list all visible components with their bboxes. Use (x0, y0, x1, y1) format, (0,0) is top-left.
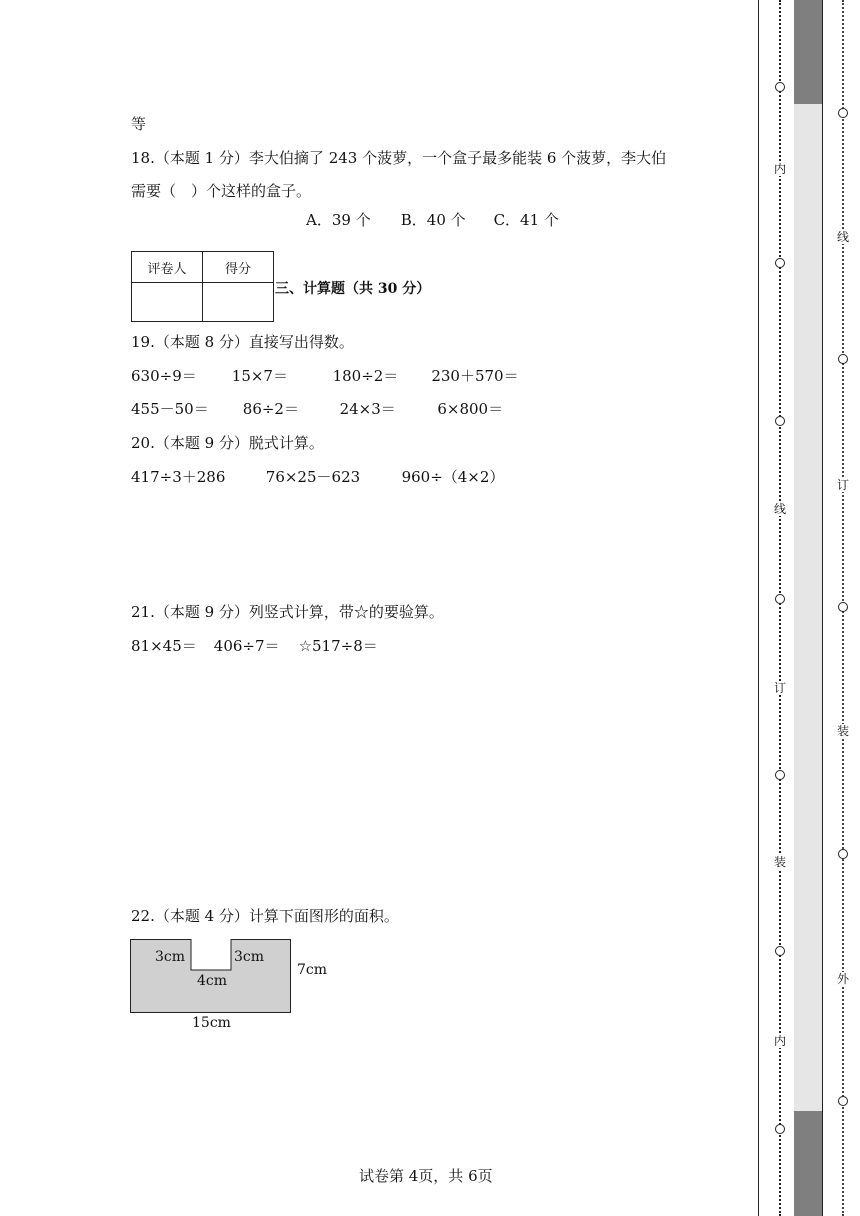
figure-label-height: 7cm (297, 962, 328, 978)
q20-item: 417÷3＋286 (131, 468, 226, 486)
binding-strip-light (794, 104, 822, 1111)
q20-item: 76×25－623 (265, 468, 361, 486)
q18-option-a: A．39 个 (306, 211, 371, 229)
binding-circle-icon (838, 354, 848, 364)
score-table-score-cell (203, 283, 274, 322)
score-table (131, 251, 274, 322)
figure-label-right-top: 3cm (234, 949, 265, 965)
score-table-score-header: 得分 (203, 252, 274, 283)
binding-char-outer: 外 (836, 972, 849, 986)
q18-options (306, 209, 559, 230)
binding-char-inner: 线 (773, 502, 786, 516)
binding-circle-icon (775, 946, 785, 956)
binding-circle-icon (775, 258, 785, 268)
q19-item: 24×3＝ (339, 400, 396, 418)
binding-circle-icon (775, 416, 785, 426)
binding-circle-icon (775, 770, 785, 780)
q19-row1 (131, 365, 519, 386)
q20-items (131, 466, 504, 487)
figure-label-left-top: 3cm (155, 949, 186, 965)
score-table-grader-cell (132, 283, 203, 322)
q19-item: 180÷2＝ (332, 367, 399, 385)
q19-item: 230＋570＝ (431, 367, 519, 385)
binding-circle-icon (838, 602, 848, 612)
binding-circle-icon (838, 1096, 848, 1106)
binding-char-inner: 内 (773, 1034, 786, 1048)
binding-circle-icon (838, 108, 848, 118)
q21-item: ☆517÷8＝ (298, 637, 378, 655)
binding-circle-icon (775, 1124, 785, 1134)
binding-char-outer: 装 (836, 724, 849, 738)
q18-line2: 需要（ ）个这样的盒子。 (131, 182, 312, 200)
binding-char-outer: 订 (836, 478, 849, 492)
q22-title: 22.（本题 4 分）计算下面图形的面积。 (131, 907, 399, 925)
q19-item: 15×7＝ (231, 367, 288, 385)
binding-char-inner: 内 (773, 162, 786, 176)
q19-item: 455－50＝ (131, 400, 209, 418)
binding-circle-icon (775, 82, 785, 92)
q18-line1: 18.（本题 1 分）李大伯摘了 243 个菠萝，一个盒子最多能装 6 个菠萝，李大伯 (131, 149, 667, 167)
section-title: 三、计算题（共 30 分） (275, 281, 431, 297)
q21-item: 406÷7＝ (213, 637, 280, 655)
q19-item: 6×800＝ (437, 400, 504, 418)
binding-char-inner: 装 (773, 855, 786, 869)
q21-title: 21.（本题 9 分）列竖式计算，带☆的要验算。 (131, 603, 444, 621)
binding-circle-icon (838, 849, 848, 859)
binding-strip-edge (822, 0, 823, 1216)
q18-option-b: B．40 个 (400, 211, 466, 229)
binding-circle-icon (775, 594, 785, 604)
q21-items (131, 635, 378, 656)
q19-item: 86÷2＝ (242, 400, 299, 418)
figure-label-bottom: 15cm (192, 1015, 231, 1031)
figure-label-notch: 4cm (197, 973, 228, 989)
top-fragment: 等 (131, 115, 147, 133)
binding-strip-dark-bottom (794, 1111, 822, 1216)
q19-title: 19.（本题 8 分）直接写出得数。 (131, 333, 354, 351)
binding-strip-dark-top (794, 0, 822, 104)
binding-char-outer: 线 (836, 230, 849, 244)
q20-title: 20.（本题 9 分）脱式计算。 (131, 434, 324, 452)
q21-item: 81×45＝ (131, 637, 197, 655)
q18-option-c: C．41 个 (493, 211, 559, 229)
q20-item: 960÷（4×2） (401, 468, 505, 486)
binding-border-line (758, 0, 759, 1216)
binding-char-inner: 订 (773, 681, 786, 695)
q19-row2 (131, 398, 503, 419)
q19-item: 630÷9＝ (131, 367, 197, 385)
page-footer: 试卷第 4页，共 6页 (359, 1167, 493, 1185)
score-table-grader-header: 评卷人 (132, 252, 203, 283)
